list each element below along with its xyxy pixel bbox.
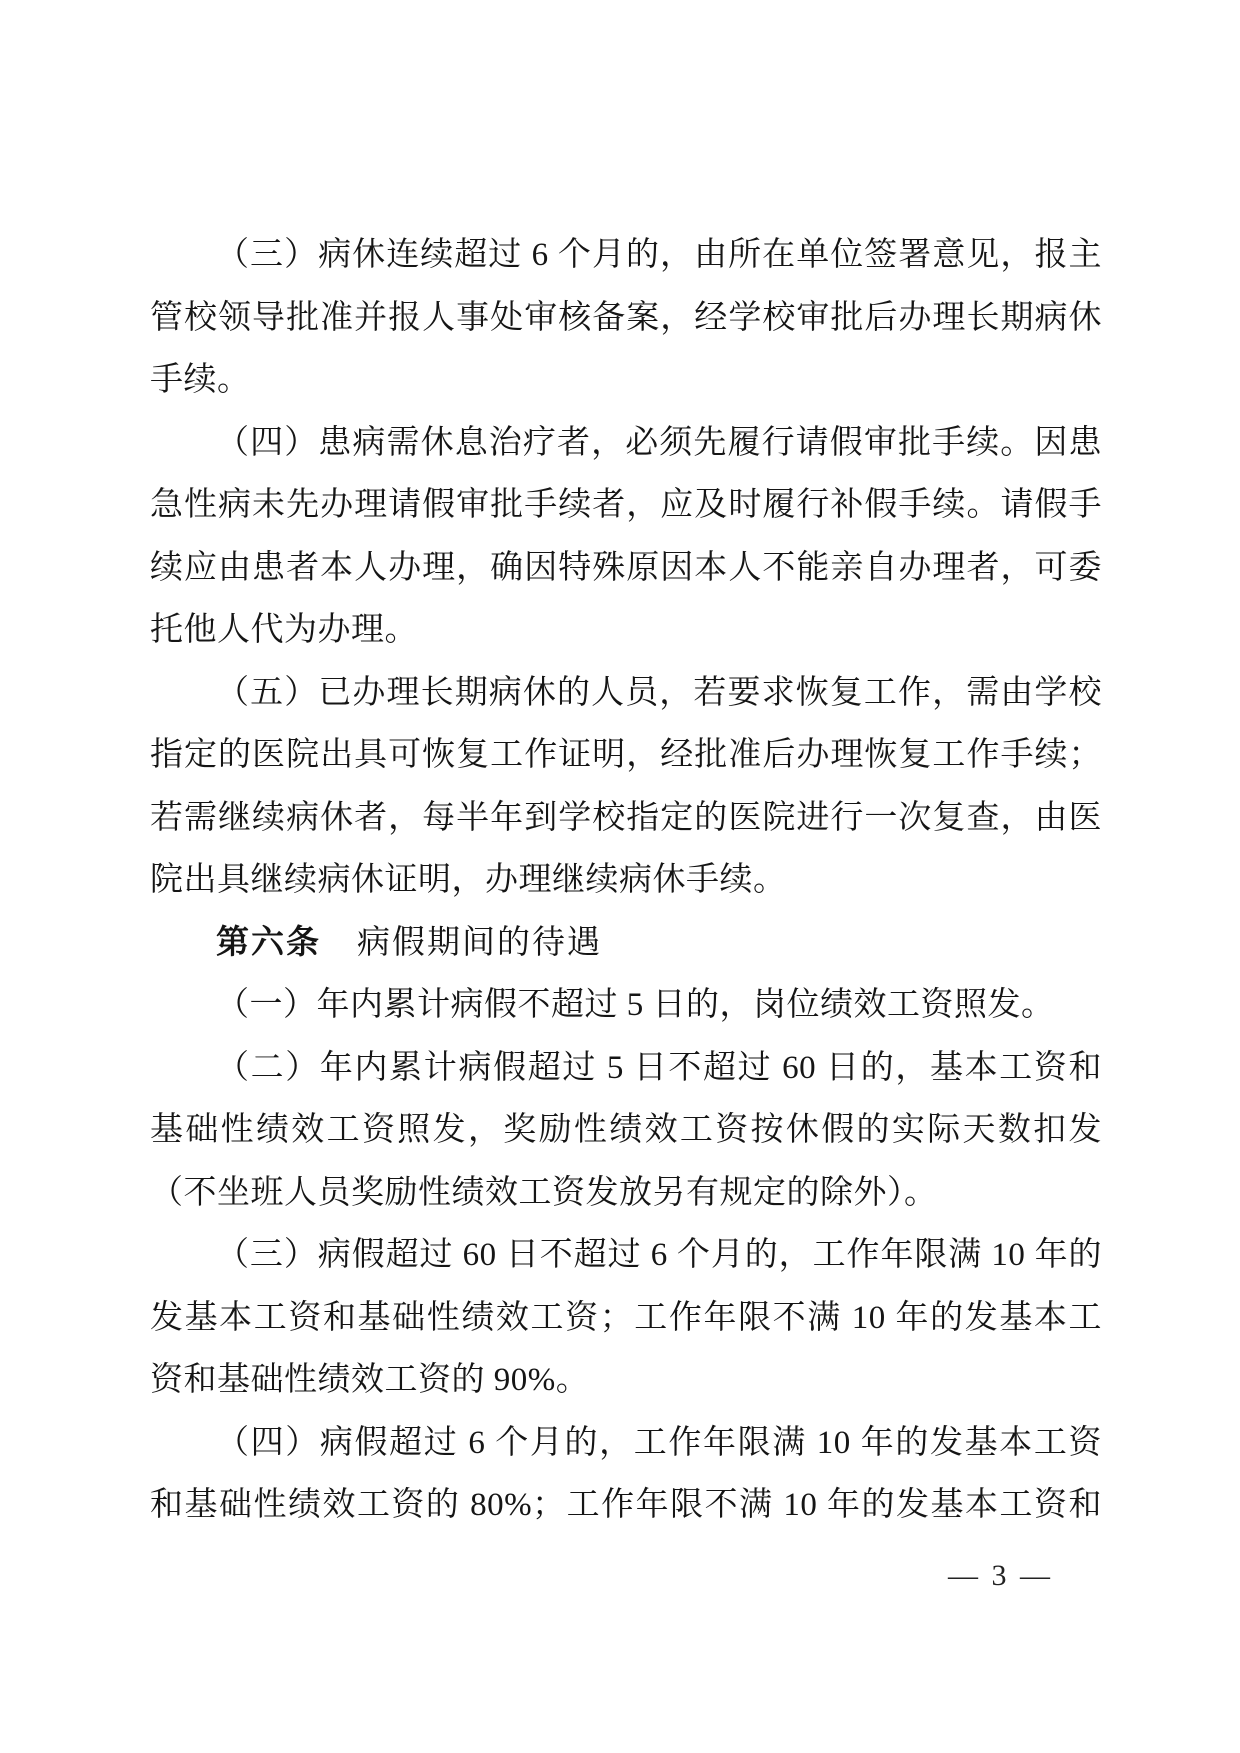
doc-line: 急性病未先办理请假审批手续者，应及时履行补假手续。请假手: [150, 487, 1102, 523]
doc-line: （一）年内累计病假不超过 5 日的，岗位绩效工资照发。: [216, 987, 1055, 1023]
article-number: 第六条: [216, 924, 321, 961]
doc-line: 手续。: [150, 362, 251, 398]
doc-line: 管校领导批准并报人事处审核备案，经学校审批后办理长期病休: [150, 299, 1102, 336]
doc-line: 和基础性绩效工资的 80%；工作年限不满 10 年的发基本工资和: [150, 1487, 1102, 1523]
article-title: 病假期间的待遇: [357, 924, 602, 961]
article-heading: [150, 912, 1102, 975]
doc-line: （不坐班人员奖励性绩效工资发放另有规定的除外）。: [150, 1174, 938, 1211]
document-body: [150, 224, 1102, 1537]
doc-line: 资和基础性绩效工资的 90%。: [150, 1362, 590, 1398]
doc-line: 若需继续病休者，每半年到学校指定的医院进行一次复查，由医: [150, 799, 1102, 836]
page-number: — 3 —: [948, 1559, 1053, 1592]
doc-line: （三）病假超过 60 日不超过 6 个月的，工作年限满 10 年的: [216, 1237, 1102, 1273]
doc-line: 发基本工资和基础性绩效工资；工作年限不满 10 年的发基本工: [150, 1299, 1102, 1336]
doc-line: （五）已办理长期病休的人员，若要求恢复工作，需由学校: [216, 674, 1102, 711]
doc-line: 院出具继续病休证明，办理继续病休手续。: [150, 862, 787, 898]
doc-line: 续应由患者本人办理，确因特殊原因本人不能亲自办理者，可委: [150, 549, 1102, 586]
doc-line: （四）病假超过 6 个月的，工作年限满 10 年的发基本工资: [216, 1424, 1102, 1461]
doc-line: 指定的医院出具可恢复工作证明，经批准后办理恢复工作手续；: [150, 737, 1102, 773]
doc-line: 基础性绩效工资照发，奖励性绩效工资按休假的实际天数扣发: [150, 1112, 1102, 1148]
doc-line: （四）患病需休息治疗者，必须先履行请假审批手续。因患: [216, 424, 1102, 461]
doc-line: 托他人代为办理。: [150, 612, 418, 648]
doc-line: （三）病休连续超过 6 个月的，由所在单位签署意见，报主: [216, 237, 1102, 273]
doc-line: （二）年内累计病假超过 5 日不超过 60 日的，基本工资和: [216, 1049, 1102, 1086]
